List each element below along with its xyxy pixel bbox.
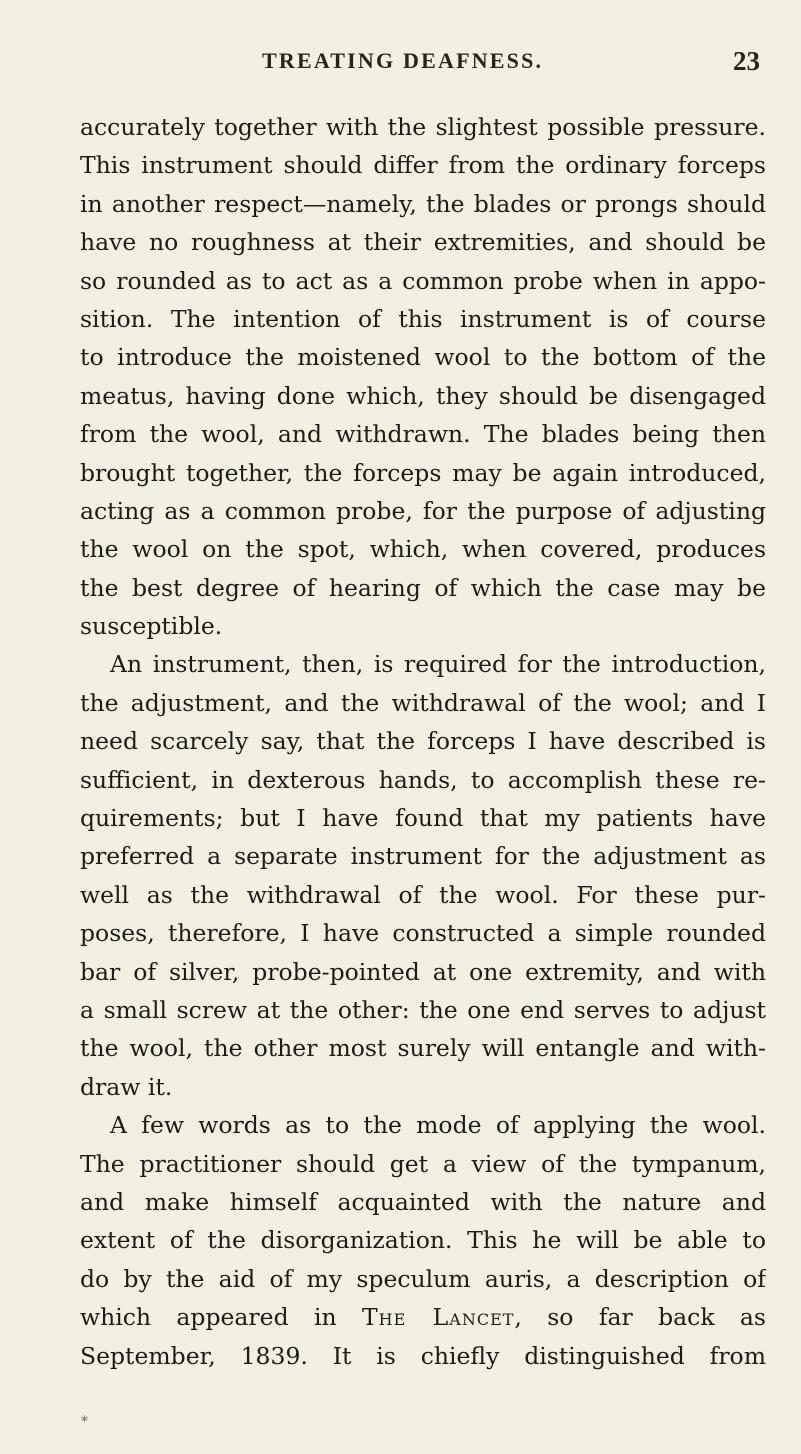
body-text [80,108,766,1375]
text-line: the best degree of hearing of which the case may be [80,573,766,602]
text-line: and make himself acquainted with the nature and [80,1187,766,1216]
text-line: have no roughness at their extremities, and should be [80,228,766,257]
text-line: to introduce the moistened wool to the bottom of the [80,343,766,372]
text-line: preferred a separate instrument for the adjustment as [80,842,766,871]
running-title: TREATING DEAFNESS. [262,48,544,73]
paragraph-start-line: An instrument, then, is required for the introduction, [110,650,766,679]
running-head [80,48,766,84]
text-line: This instrument should differ from the ordinary forceps [80,151,766,180]
text-line: well as the withdrawal of the wool. For these pur- [80,880,766,909]
paragraph-start-line: A few words as to the mode of applying the wool. [110,1111,766,1140]
paragraph-end-line: susceptible. [80,612,223,641]
text-fragment: which appeared in [80,1303,337,1332]
text-line: in another respect—namely, the blades or prongs should [80,189,766,218]
text-line: from the wool, and withdrawn. The blades being then [80,420,766,449]
text-line: bar of silver, probe-pointed at one extremity, and with [80,957,766,986]
text-line: sition. The intention of this instrument is of course [80,304,766,333]
text-line: sufficient, in dexterous hands, to accomplish these re- [80,765,766,794]
text-line: brought together, the forceps may be again introduced, [80,458,766,487]
text-line: the wool on the spot, which, when covered, produces [80,535,766,564]
text-line: poses, therefore, I have constructed a simple rounded [80,919,766,948]
text-line: do by the aid of my speculum auris, a description of [80,1264,766,1293]
text-line: quirements; but I have found that my patients have [80,804,766,833]
text-line: acting as a common probe, for the purpose of adjusting [80,496,766,525]
text-line: the wool, the other most surely will entangle and with- [80,1034,766,1063]
text-fragment: , so far back as [514,1303,766,1332]
text-line: the adjustment, and the withdrawal of the wool; and I [80,688,766,717]
stray-mark: * [81,1414,88,1430]
text-line: September, 1839. It is chiefly distinguished from [80,1341,766,1370]
text-line: a small screw at the other: the one end serves to adjust [80,995,766,1024]
paragraph-end-line: draw it. [80,1072,173,1101]
text-line: accurately together with the slightest possible pressure. [80,113,766,141]
journal-title: The Lancet [362,1303,515,1332]
text-line: need scarcely say, that the forceps I have described is [80,727,766,756]
text-line: The practitioner should get a view of the tympanum, [80,1149,766,1178]
text-line [80,1298,766,1336]
text-line: extent of the disorganization. This he will be able to [80,1226,766,1255]
text-line: so rounded as to act as a common probe when in appo- [80,266,766,295]
page-number: 23 [733,46,760,76]
text-line: meatus, having done which, they should be disengaged [80,381,766,410]
